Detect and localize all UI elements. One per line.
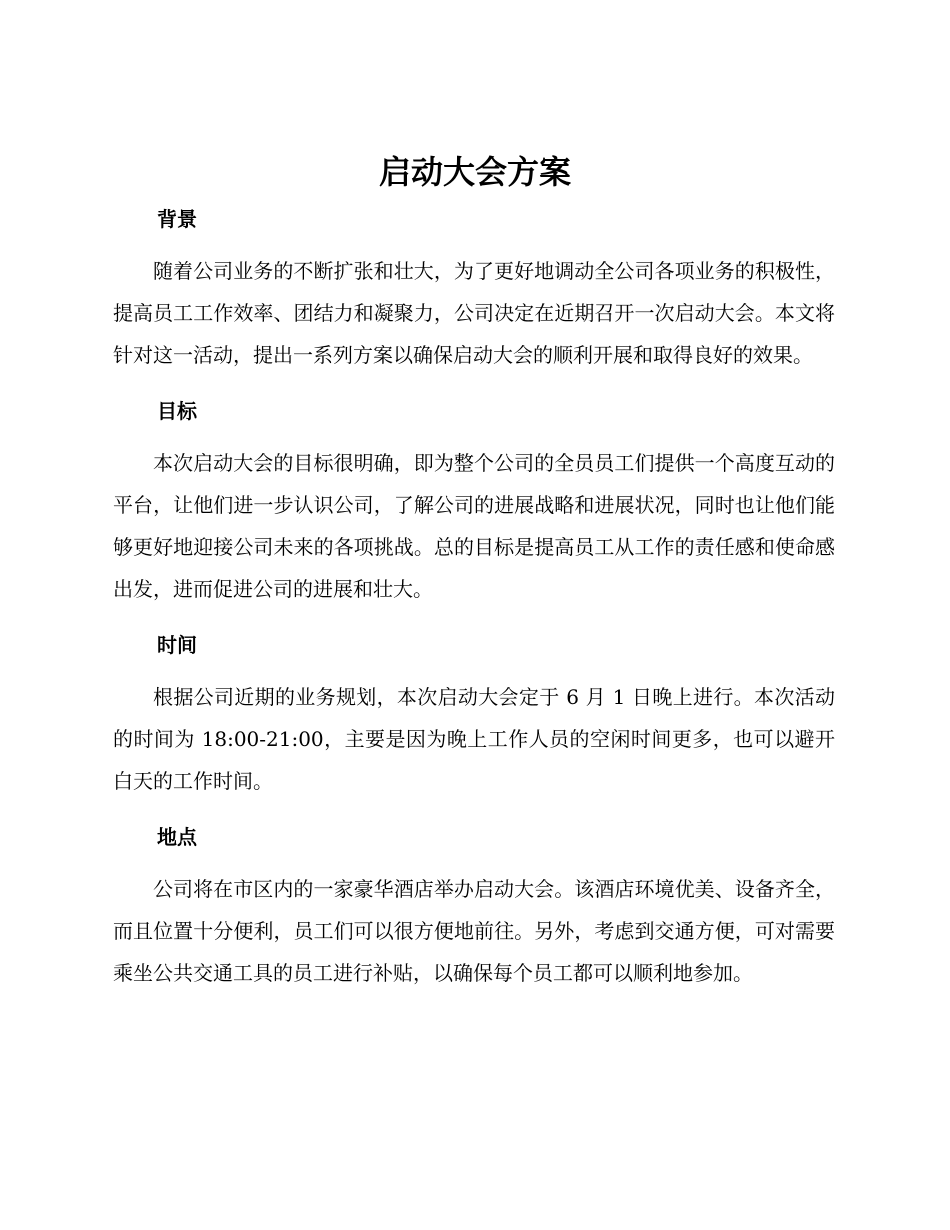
section-paragraph-location: 公司将在市区内的一家豪华酒店举办启动大会。该酒店环境优美、设备齐全，而且位置十分便利，员工们可以很方便地前往。另外，考虑到交通方便，可对需要乘坐公共交通工具的员工进行补贴，以确保每个员工都可以顺利地参加。 — [113, 877, 835, 985]
document-body — [113, 203, 835, 994]
section-paragraph-time: 根据公司近期的业务规划，本次启动大会定于 6 月 1 日晚上进行。本次活动的时间为 18:00-21:00，主要是因为晚上工作人员的空闲时间更多，也可以避开白天的工作时间。 — [113, 685, 835, 793]
section-paragraph-goal: 本次启动大会的目标很明确，即为整个公司的全员员工们提供一个高度互动的平台，让他们进一步认识公司，了解公司的进展战略和进展状况，同时也让他们能够更好地迎接公司未来的各项挑战。总的目标是提高员工从工作的责任感和使命感出发，进而促进公司的进展和壮大。 — [113, 451, 835, 601]
section-heading-background: 背景 — [157, 207, 197, 231]
section-heading-time: 时间 — [157, 633, 197, 657]
section-goal — [113, 395, 835, 610]
section-location — [113, 821, 835, 994]
section-background — [113, 203, 835, 376]
section-paragraph-background: 随着公司业务的不断扩张和壮大，为了更好地调动全公司各项业务的积极性，提高员工工作效率、团结力和凝聚力，公司决定在近期召开一次启动大会。本文将针对这一活动，提出一系列方案以确保启动大会的顺利开展和取得良好的效果。 — [113, 259, 835, 367]
section-heading-location: 地点 — [157, 825, 197, 849]
section-time — [113, 629, 835, 802]
document-title: 启动大会方案 — [378, 153, 571, 191]
section-heading-goal: 目标 — [157, 399, 197, 423]
